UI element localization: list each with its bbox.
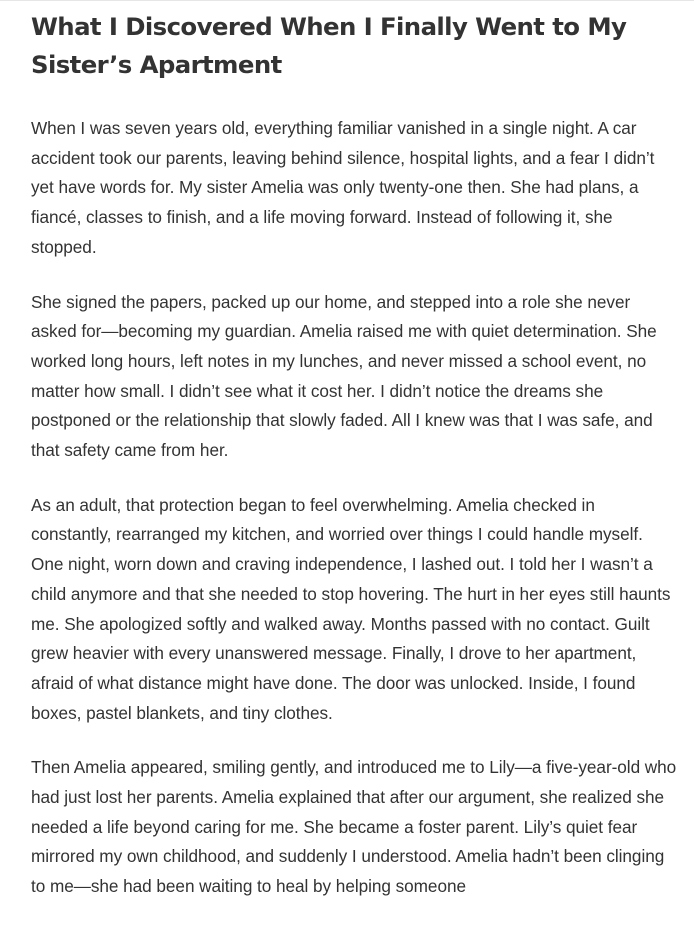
article-title: What I Discovered When I Finally Went to My Sister’s Apartment xyxy=(31,12,627,79)
article-paragraph-4: Then Amelia appeared, smiling gently, and introduced me to Lily—a five-year-old who had just lost her parents. Amelia explained that after our argument, she realized she needed a life beyond caring for me. She became a foster parent. Lily’s quiet fear mirrored my own childhood, and suddenly I understood. Amelia hadn’t been clinging to me—she had been waiting to heal by helping someone xyxy=(31,757,677,897)
article-paragraph-3: As an adult, that protection began to feel overwhelming. Amelia checked in constantly, rearranged my kitchen, and worried over things I could handle myself. One night, worn down and craving independence, I lashed out. I told her I wasn’t a child anymore and that she needed to stop hovering. The hurt in her eyes still haunts me. She apologized softly and walked away. Months passed with no contact. Guilt grew heavier with every unanswered message. Finally, I drove to her apartment, afraid of what distance might have done. The door was unlocked. Inside, I found boxes, pastel blankets, and tiny clothes. xyxy=(31,494,671,723)
article-paragraph-1: When I was seven years old, everything familiar vanished in a single night. A car accident took our parents, leaving behind silence, hospital lights, and a fear I didn’t yet have words for. My sister Amelia was only twenty-one then. She had plans, a fiancé, classes to finish, and a life moving forward. Instead of following it, she stopped. xyxy=(31,118,655,257)
article-paragraph-2: She signed the papers, packed up our home, and stepped into a role she never asked for—becoming my guardian. Amelia raised me with quiet determination. She worked long hours, left notes in my lunches, and never missed a school event, no matter how small. I didn’t see what it cost her. I didn’t notice the dreams she postponed or the relationship that slowly faded. All I knew was that I was safe, and that safety came from her. xyxy=(31,291,657,461)
top-divider xyxy=(0,0,694,1)
article xyxy=(31,8,677,927)
